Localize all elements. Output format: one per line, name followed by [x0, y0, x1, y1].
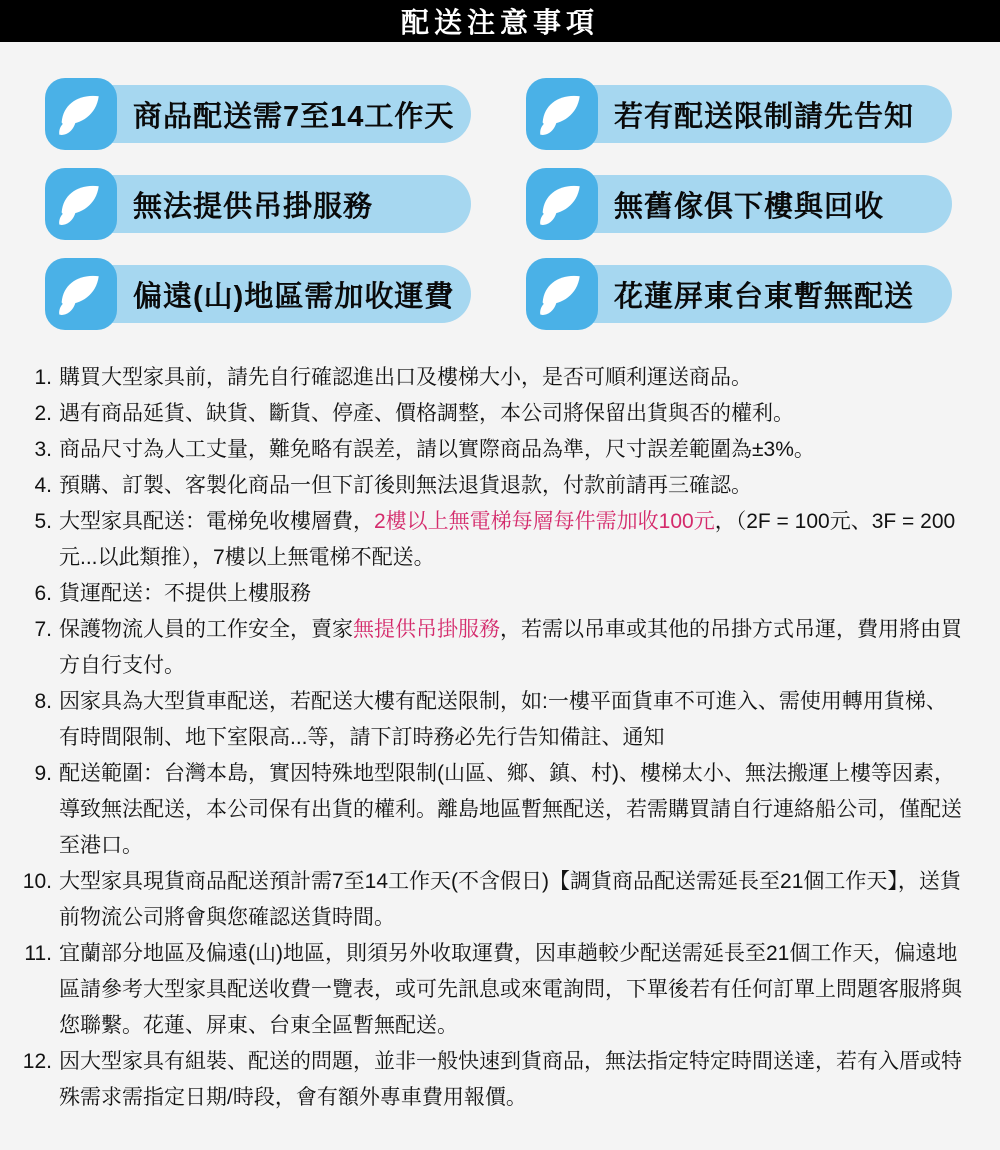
badge-pill [542, 175, 952, 233]
note-text [59, 756, 964, 864]
badge-label: 若有配送限制請先告知 [614, 100, 915, 133]
badge-pill [61, 85, 471, 143]
note-segment: 預購、訂製、客製化商品一但下訂後則無法退貨退款，付款前請再三確認。 [59, 474, 752, 497]
note-text [59, 576, 964, 612]
delivery-badge [45, 258, 471, 330]
note-item [8, 576, 964, 612]
note-number: 10. [22, 870, 52, 893]
leaf-icon [45, 78, 117, 150]
badge-pill [61, 175, 471, 233]
note-item [8, 936, 964, 1044]
note-item [8, 612, 964, 684]
delivery-badge [45, 168, 471, 240]
badge-pill [542, 85, 952, 143]
leaf-icon [526, 78, 598, 150]
note-item [8, 396, 964, 432]
delivery-badge [45, 78, 471, 150]
badge-pill [61, 265, 471, 323]
page-title: 配送注意事項 [400, 7, 599, 38]
note-segment: ，（2F = 100元、3F = 200元...以此類推），7樓以上無電梯不配送。 [59, 510, 956, 569]
note-number: 2. [34, 402, 52, 425]
badge-grid [45, 78, 952, 330]
note-text [59, 468, 964, 504]
note-segment: ，若需以吊車或其他的吊掛方式吊運，費用將由買方自行支付。 [59, 618, 962, 677]
note-text [59, 612, 964, 684]
page-header [0, 0, 1000, 42]
note-text [59, 1044, 964, 1116]
note-item [8, 684, 964, 756]
note-number: 9. [34, 762, 52, 785]
note-number: 8. [34, 690, 52, 713]
note-item [8, 864, 964, 936]
delivery-badge [526, 258, 952, 330]
leaf-icon [45, 168, 117, 240]
note-number: 1. [34, 366, 52, 389]
badge-label: 無舊傢俱下樓與回收 [614, 190, 885, 223]
note-item [8, 468, 964, 504]
note-number: 3. [34, 438, 52, 461]
note-number: 6. [34, 582, 52, 605]
note-text [59, 864, 964, 936]
badge-label: 偏遠(山)地區需加收運費 [133, 280, 455, 313]
note-number: 11. [24, 942, 52, 965]
note-segment: 宜蘭部分地區及偏遠(山)地區，則須另外收取運費，因車趟較少配送需延長至21個工作天，偏遠地區請參考大型家具配送收費一覽表，或可先訊息或來電詢問，下單後若有任何訂單上問題客服將與您聯繫。花蓮、屏東、台東全區暫無配送。 [59, 942, 962, 1037]
note-segment: 保護物流人員的工作安全，賣家 [59, 618, 353, 641]
note-segment: 大型家具配送：電梯免收樓層費， [59, 510, 374, 533]
delivery-notes-list [8, 360, 964, 1116]
note-text [59, 432, 964, 468]
note-number: 12. [22, 1050, 52, 1073]
note-item [8, 432, 964, 468]
note-item [8, 360, 964, 396]
badge-label: 商品配送需7至14工作天 [133, 100, 455, 133]
note-text [59, 504, 964, 576]
badge-label: 無法提供吊掛服務 [133, 190, 374, 223]
note-number: 4. [34, 474, 52, 497]
note-segment: 大型家具現貨商品配送預計需7至14工作天(不含假日)【調貨商品配送需延長至21個工作天】，送貨前物流公司將會與您確認送貨時間。 [59, 870, 961, 929]
note-highlight-text: 無提供吊掛服務 [353, 618, 500, 641]
delivery-badge [526, 168, 952, 240]
note-segment: 遇有商品延貨、缺貨、斷貨、停產、價格調整，本公司將保留出貨與否的權利。 [59, 402, 794, 425]
note-text [59, 936, 964, 1044]
leaf-icon [526, 258, 598, 330]
note-item [8, 756, 964, 864]
leaf-icon [526, 168, 598, 240]
note-segment: 配送範圍：台灣本島，實因特殊地型限制(山區、鄉、鎮、村)、樓梯太小、無法搬運上樓等因素，導致無法配送，本公司保有出貨的權利。離島地區暫無配送，若需購買請自行連絡船公司，僅配送至港口。 [59, 762, 962, 857]
note-item [8, 504, 964, 576]
note-highlight-text: 2樓以上無電梯每層每件需加收100元 [374, 510, 715, 533]
delivery-badge [526, 78, 952, 150]
note-segment: 因家具為大型貨車配送，若配送大樓有配送限制，如:一樓平面貨車不可進入、需使用轉用貨梯、有時間限制、地下室限高...等，請下訂時務必先行告知備註、通知 [59, 690, 947, 749]
badge-label: 花蓮屏東台東暫無配送 [614, 280, 915, 313]
note-text [59, 684, 964, 756]
note-segment: 購買大型家具前，請先自行確認進出口及樓梯大小，是否可順利運送商品。 [59, 366, 752, 389]
note-segment: 貨運配送：不提供上樓服務 [59, 582, 311, 605]
note-segment: 商品尺寸為人工丈量，難免略有誤差，請以實際商品為準，尺寸誤差範圍為±3%。 [59, 438, 815, 461]
note-segment: 因大型家具有組裝、配送的問題，並非一般快速到貨商品，無法指定特定時間送達，若有入厝或特殊需求需指定日期/時段，會有額外專車費用報價。 [59, 1050, 962, 1109]
badge-pill [542, 265, 952, 323]
leaf-icon [45, 258, 117, 330]
note-item [8, 1044, 964, 1116]
note-text [59, 360, 964, 396]
note-number: 7. [34, 618, 52, 641]
note-text [59, 396, 964, 432]
note-number: 5. [34, 510, 52, 533]
